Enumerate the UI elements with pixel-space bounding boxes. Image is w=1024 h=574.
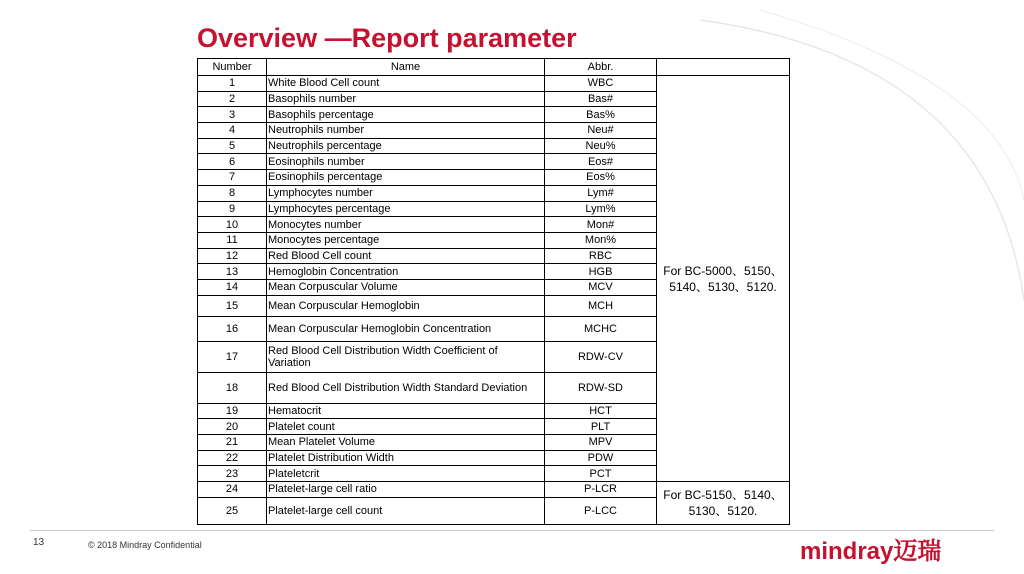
param-number: 22	[198, 450, 267, 466]
param-name: Red Blood Cell Distribution Width Standard Deviation	[267, 372, 545, 403]
param-name: Neutrophils number	[267, 123, 545, 139]
param-abbr: RBC	[545, 248, 657, 264]
param-name: Mean Corpuscular Hemoglobin Concentration	[267, 316, 545, 341]
param-abbr: Lym#	[545, 185, 657, 201]
param-abbr: P-LCC	[545, 497, 657, 524]
param-abbr: Mon%	[545, 232, 657, 248]
logo-text: mindray迈瑞	[800, 538, 942, 564]
param-number: 8	[198, 185, 267, 201]
param-number: 23	[198, 466, 267, 482]
param-abbr: HGB	[545, 264, 657, 280]
param-number: 7	[198, 170, 267, 186]
param-abbr: MPV	[545, 435, 657, 451]
param-abbr: HCT	[545, 403, 657, 419]
param-number: 9	[198, 201, 267, 217]
param-name: Hemoglobin Concentration	[267, 264, 545, 280]
param-name: Monocytes percentage	[267, 232, 545, 248]
param-name: Plateletcrit	[267, 466, 545, 482]
param-number: 15	[198, 295, 267, 316]
param-number: 10	[198, 217, 267, 233]
param-name: Platelet count	[267, 419, 545, 435]
param-number: 11	[198, 232, 267, 248]
param-abbr: PLT	[545, 419, 657, 435]
param-abbr: Bas%	[545, 107, 657, 123]
param-number: 20	[198, 419, 267, 435]
param-abbr: MCV	[545, 279, 657, 295]
header-name: Name	[267, 59, 545, 76]
param-number: 1	[198, 76, 267, 92]
param-abbr: RDW-CV	[545, 341, 657, 372]
param-name: Monocytes number	[267, 217, 545, 233]
param-name: Lymphocytes percentage	[267, 201, 545, 217]
param-name: Mean Platelet Volume	[267, 435, 545, 451]
table-header-row	[198, 59, 790, 76]
param-abbr: RDW-SD	[545, 372, 657, 403]
param-number: 25	[198, 497, 267, 524]
header-abbr: Abbr.	[545, 59, 657, 76]
param-number: 3	[198, 107, 267, 123]
header-number: Number	[198, 59, 267, 76]
param-number: 19	[198, 403, 267, 419]
param-number: 14	[198, 279, 267, 295]
param-abbr: Neu%	[545, 138, 657, 154]
param-name: Eosinophils percentage	[267, 170, 545, 186]
param-name: Mean Corpuscular Hemoglobin	[267, 295, 545, 316]
param-name: Mean Corpuscular Volume	[267, 279, 545, 295]
param-name: Red Blood Cell Distribution Width Coefficient of Variation	[267, 341, 545, 372]
report-parameter-table	[197, 58, 790, 525]
param-number: 5	[198, 138, 267, 154]
param-abbr: Lym%	[545, 201, 657, 217]
param-abbr: Eos#	[545, 154, 657, 170]
param-number: 18	[198, 372, 267, 403]
param-name: Red Blood Cell count	[267, 248, 545, 264]
footer-divider	[30, 530, 994, 531]
param-abbr: Mon#	[545, 217, 657, 233]
param-abbr: PDW	[545, 450, 657, 466]
param-abbr: MCHC	[545, 316, 657, 341]
param-number: 21	[198, 435, 267, 451]
param-number: 2	[198, 91, 267, 107]
mindray-logo	[800, 538, 996, 564]
param-abbr: MCH	[545, 295, 657, 316]
param-abbr: Neu#	[545, 123, 657, 139]
param-number: 12	[198, 248, 267, 264]
param-number: 13	[198, 264, 267, 280]
table-row	[198, 76, 790, 92]
param-abbr: PCT	[545, 466, 657, 482]
param-number: 4	[198, 123, 267, 139]
param-number: 17	[198, 341, 267, 372]
param-name: Neutrophils percentage	[267, 138, 545, 154]
param-abbr: Eos%	[545, 170, 657, 186]
param-name: Eosinophils number	[267, 154, 545, 170]
param-number: 6	[198, 154, 267, 170]
header-note	[657, 59, 790, 76]
param-abbr: Bas#	[545, 91, 657, 107]
param-name: Hematocrit	[267, 403, 545, 419]
slide-title: Overview —Report parameter	[197, 23, 577, 53]
param-number: 24	[198, 482, 267, 498]
param-name: Platelet Distribution Width	[267, 450, 545, 466]
param-name: Lymphocytes number	[267, 185, 545, 201]
copyright-text: © 2018 Mindray Confidential	[88, 540, 202, 550]
models-note: For BC-5150、5140、5130、5120.	[657, 482, 790, 525]
table-row	[198, 482, 790, 498]
param-name: Basophils percentage	[267, 107, 545, 123]
param-name: Platelet-large cell count	[267, 497, 545, 524]
param-name: Basophils number	[267, 91, 545, 107]
param-name: White Blood Cell count	[267, 76, 545, 92]
param-abbr: WBC	[545, 76, 657, 92]
models-note: For BC-5000、5150、5140、5130、5120.	[657, 76, 790, 482]
param-name: Platelet-large cell ratio	[267, 482, 545, 498]
param-abbr: P-LCR	[545, 482, 657, 498]
page-number: 13	[33, 537, 45, 548]
param-number: 16	[198, 316, 267, 341]
